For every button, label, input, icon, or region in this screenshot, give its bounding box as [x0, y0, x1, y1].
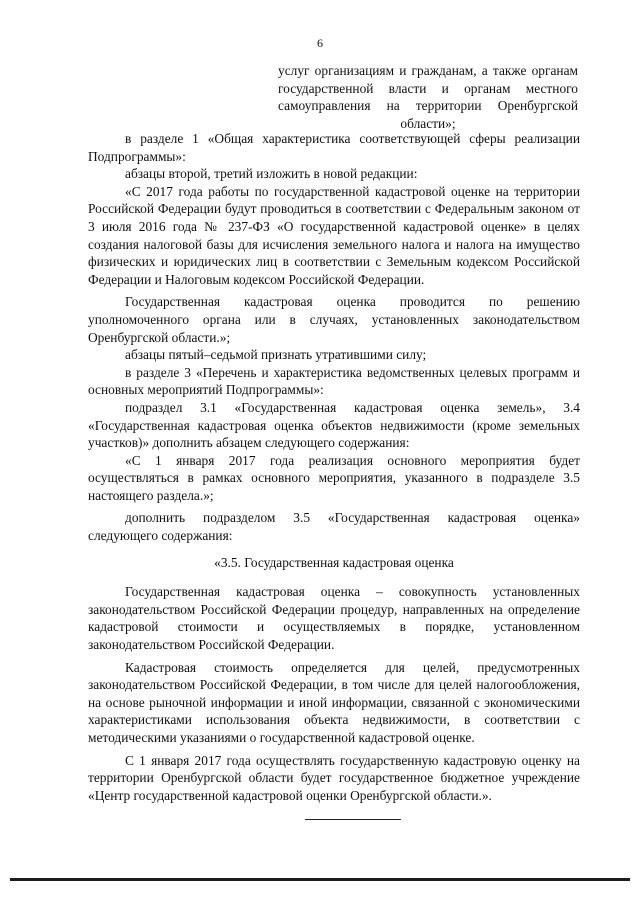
paragraph: «С 2017 года работы по государственной кадастровой оценке на территории Российской Федерации будут проводиться в соответствии с Федеральным законом от 3 июля 2016 года № 237-ФЗ «О государственной кадастровой оценке» в целях создания налоговой базы для исчисления земельного налога и налога на имущество физических и юридических лиц в соответствии с Земельным кодексом Российской Федерации и Налоговым кодексом Российской Федерации.	[88, 183, 580, 287]
paragraph: Государственная кадастровая оценка проводится по решению уполномоченного органа или в случаях, установленных законодательством Оренбургской области.»;	[88, 294, 580, 345]
paragraph: подраздел 3.1 «Государственная кадастровая оценка земель», 3.4 «Государственная кадастровая оценка объектов недвижимости (кроме земельных участков)» дополнить абзацем следующего содержания:	[88, 399, 580, 451]
paragraph: абзацы пятый–седьмой признать утратившими силу;	[125, 347, 427, 363]
section-paragraph: Кадастровая стоимость определяется для целей, предусмотренных законодательством Российской Федерации, в том числе для целей налогообложения, на основе рыночной информации и иной информации, связанной с экономическими характеристиками использования объекта недвижимости, в соответствии с методическими указаниями о государственной кадастровой оценке.	[88, 659, 580, 745]
page-number: 6	[317, 36, 323, 50]
document-body	[88, 130, 580, 804]
end-divider	[305, 819, 401, 820]
section-heading: «3.5. Государственная кадастровая оценка	[214, 554, 454, 570]
paragraph: дополнить подразделом 3.5 «Государственная кадастровая оценка» следующего содержания:	[88, 510, 580, 544]
paragraph: «С 1 января 2017 года реализация основного мероприятия будет осуществляться в рамках основного мероприятия, указанного в подразделе 3.5 настоящего раздела.»;	[88, 452, 580, 503]
section-paragraph: С 1 января 2017 года осуществлять государственную кадастровую оценку на территории Оренбургской области будет государственное бюджетное учреждение «Центр государственной кадастровой оценки Оренбургской области.».	[88, 752, 580, 803]
paragraph: абзацы второй, третий изложить в новой редакции:	[125, 166, 418, 182]
scan-edge-rule	[10, 878, 630, 881]
paragraph: в разделе 3 «Перечень и характеристика ведомственных целевых программ и основных мероприятий Подпрограммы»:	[88, 364, 580, 398]
paragraph: в разделе 1 «Общая характеристика соответствующей сферы реализации Подпрограммы»:	[88, 131, 580, 164]
section-paragraph: Государственная кадастровая оценка – совокупность установленных законодательством Российской Федерации процедур, направленных на определение кадастровой стоимости и осуществляемых в порядке, установленном законодательством Российской Федерации.	[88, 584, 580, 653]
continuation-text: услуг организациям и гражданам, а также органам государственной власти и органам местного самоуправления на территории Оренбургской области»;	[278, 63, 578, 131]
